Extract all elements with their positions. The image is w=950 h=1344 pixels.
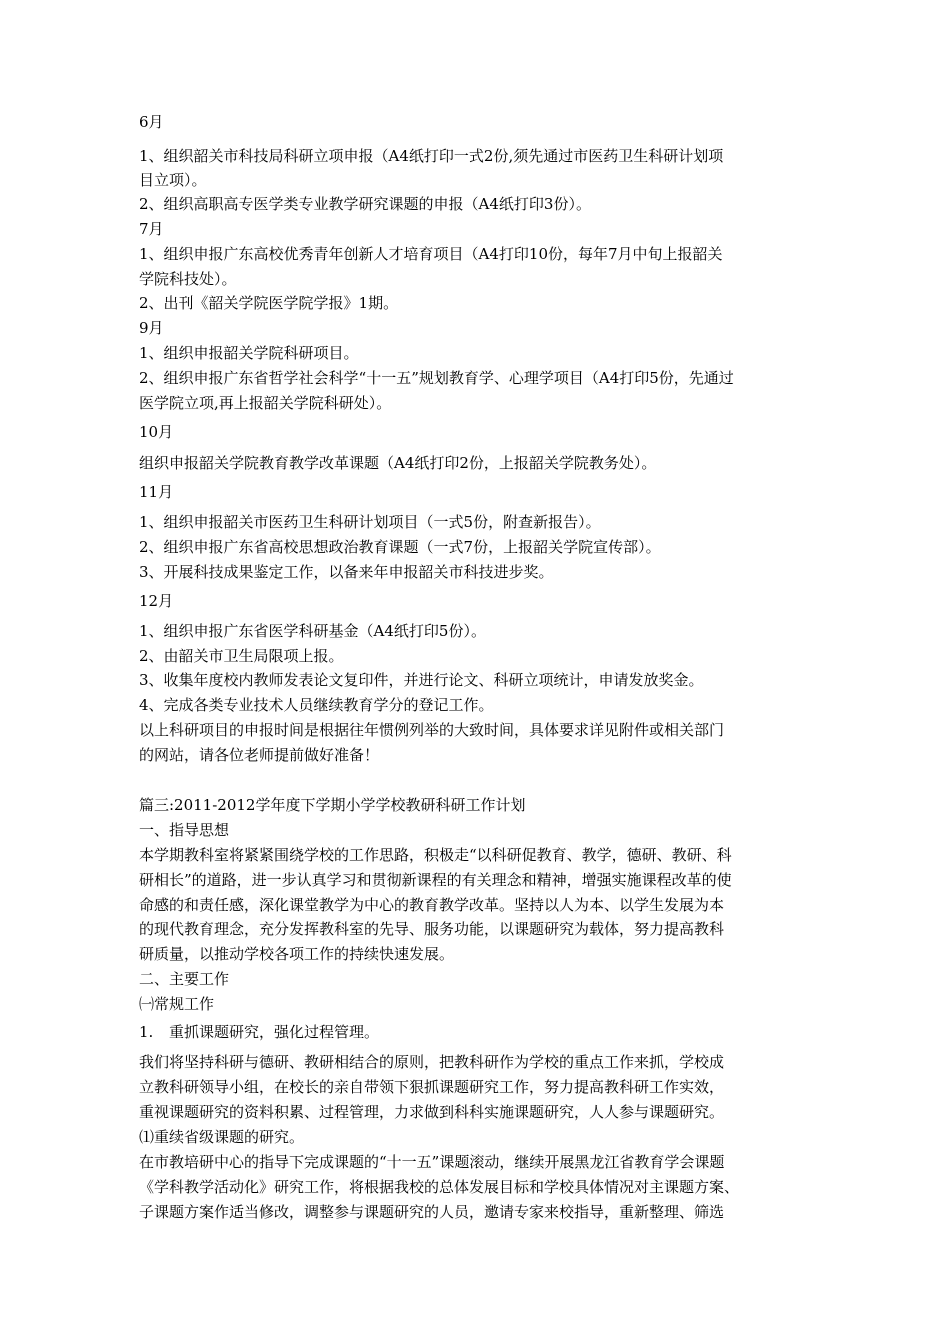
text-line: 《学科教学活动化》研究工作，将根据我校的总体发展目标和学校具体情况对主课题方案、 <box>139 1178 740 1196</box>
text-line: ⑴重续省级课题的研究。 <box>139 1128 305 1146</box>
numbered-item <box>139 1022 379 1042</box>
text-line: 医学院立项,再上报韶关学院科研处）。 <box>139 394 392 412</box>
text-line: 的现代教育理念，充分发挥教科室的先导、服务功能，以课题研究为载体，努力提高教科 <box>139 920 725 938</box>
section-title: 篇三:2011-2012学年度下学期小学学校教研科研工作计划 <box>139 796 526 814</box>
text-line: 重视课题研究的资料积累、过程管理，力求做到科科实施课题研究，人人参与课题研究。 <box>139 1103 725 1121</box>
text-line: 我们将坚持科研与德研、教研相结合的原则，把教科研作为学校的重点工作来抓，学校成 <box>139 1053 725 1071</box>
month-heading-october: 10月 <box>139 423 174 441</box>
text-line: 1、组织申报广东高校优秀青年创新人才培育项目（A4打印10份，每年7月中旬上报韶关 <box>139 245 723 263</box>
heading-main-work: 二、主要工作 <box>139 970 230 988</box>
text-line: 2、由韶关市卫生局限项上报。 <box>139 647 344 665</box>
text-line: 2、组织申报广东省哲学社会科学“十一五”规划教育学、心理学项目（A4打印5份，先通过 <box>139 369 734 387</box>
text-line: 以上科研项目的申报时间是根据往年惯例列举的大致时间，具体要求详见附件或相关部门 <box>139 721 725 739</box>
text-line: 4、完成各类专业技术人员继续教育学分的登记工作。 <box>139 696 494 714</box>
month-heading-july: 7月 <box>139 220 164 238</box>
text-line: 3、收集年度校内教师发表论文复印件，并进行论文、科研立项统计，申请发放奖金。 <box>139 671 704 689</box>
text-line: 1、组织申报广东省医学科研基金（A4纸打印5份）。 <box>139 622 486 640</box>
month-heading-november: 11月 <box>139 483 174 501</box>
text-line: 2、组织申报广东省高校思想政治教育课题（一式7份，上报韶关学院宣传部）。 <box>139 538 661 556</box>
month-heading-december: 12月 <box>139 592 174 610</box>
item-text: 重抓课题研究，强化过程管理。 <box>169 1023 380 1041</box>
text-line: 3、开展科技成果鉴定工作，以备来年申报韶关市科技进步奖。 <box>139 563 554 581</box>
text-line: 1、组织申报韶关学院科研项目。 <box>139 344 359 362</box>
text-line: 2、出刊《韶关学院医学院学报》1期。 <box>139 294 399 312</box>
heading-routine-work: ㈠常规工作 <box>139 995 215 1013</box>
text-line: 组织申报韶关学院教育教学改革课题（A4纸打印2份，上报韶关学院教务处）。 <box>139 454 657 472</box>
text-line: 在市教培研中心的指导下完成课题的“十一五”课题滚动，继续开展黑龙江省教育学会课题 <box>139 1153 725 1171</box>
text-line: 学院科技处）。 <box>139 270 237 288</box>
text-line: 目立项）。 <box>139 171 207 189</box>
text-line: 立教科研领导小组，在校长的亲自带领下狠抓课题研究工作，努力提高教科研工作实效， <box>139 1078 725 1096</box>
month-heading-june: 6月 <box>139 113 164 131</box>
item-number: 1. <box>139 1023 154 1041</box>
text-line: 1、组织申报韶关市医药卫生科研计划项目（一式5份，附查新报告）。 <box>139 513 601 531</box>
text-line: 2、组织高职高专医学类专业教学研究课题的申报（A4纸打印3份）。 <box>139 195 591 213</box>
heading-guiding-ideology: 一、指导思想 <box>139 821 230 839</box>
text-line: 的网站，请各位老师提前做好准备！ <box>139 746 380 764</box>
text-line: 研相长”的道路，进一步认真学习和贯彻新课程的有关理念和精神，增强实施课程改革的使 <box>139 871 732 889</box>
text-line: 子课题方案作适当修改，调整参与课题研究的人员，邀请专家来校指导，重新整理、筛选 <box>139 1203 725 1221</box>
month-heading-september: 9月 <box>139 319 164 337</box>
text-line: 命感的和责任感，深化课堂教学为中心的教育教学改革。坚持以人为本、以学生发展为本 <box>139 896 725 914</box>
text-line: 研质量，以推动学校各项工作的持续快速发展。 <box>139 945 455 963</box>
text-line: 本学期教科室将紧紧围绕学校的工作思路，积极走“以科研促教育、教学，德研、教研、科 <box>139 846 732 864</box>
text-line: 1、组织韶关市科技局科研立项申报（A4纸打印一式2份,须先通过市医药卫生科研计划项 <box>139 147 724 165</box>
